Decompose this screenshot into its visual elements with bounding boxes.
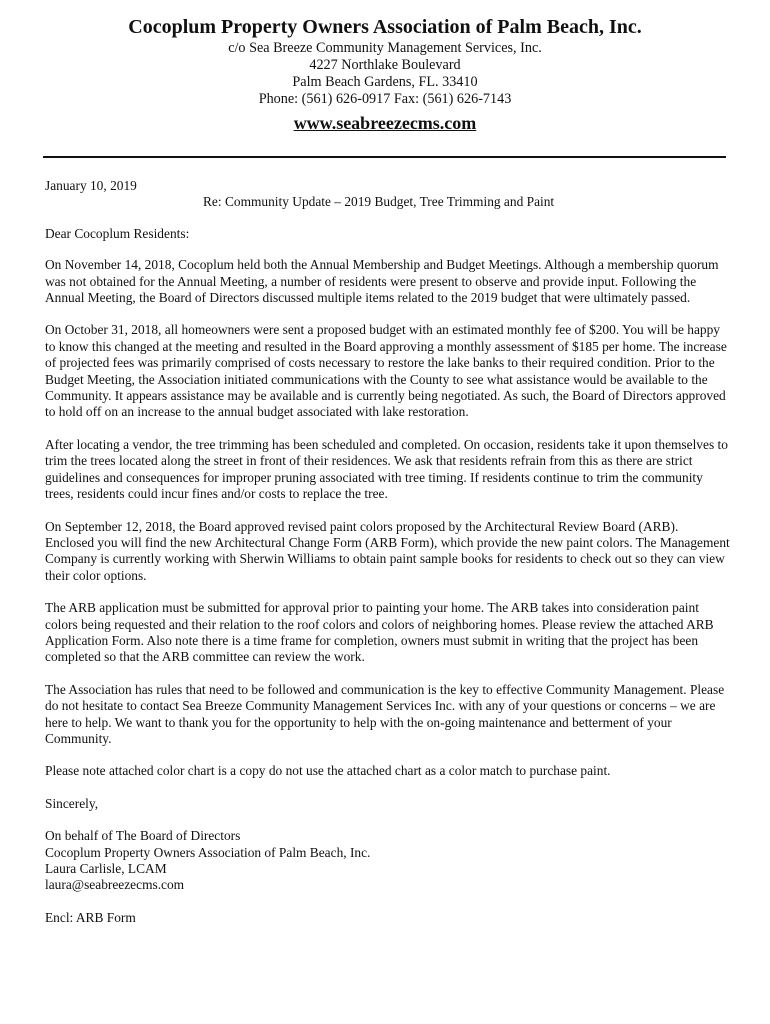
enclosure-note: Encl: ARB Form bbox=[45, 909, 136, 925]
signature-on-behalf: On behalf of The Board of Directors bbox=[45, 828, 241, 844]
subject-line: Re: Community Update – 2019 Budget, Tree Trimming and Paint bbox=[203, 194, 555, 210]
signature-organization: Cocoplum Property Owners Association of Palm Beach, Inc. bbox=[45, 844, 371, 860]
closing: Sincerely, bbox=[45, 795, 99, 811]
paragraph-arb-application: The ARB application must be submitted for approval prior to painting your home. The ARB takes into consideration paint colors being requested and their relation to the roof colors and colors of neighboring homes. Please review the attached ARB Application Form. Also note there is a time frame for completion, owners must submit in writing that the project has been completed so that the ARB committee can review the work. bbox=[45, 600, 714, 665]
paragraph-meetings: On November 14, 2018, Cocoplum held both the Annual Membership and Budget Meetings. Although a membership quorum was not obtained for the Annual Meeting, a number of residents were present to observe and provide input. Following the Annual Meeting, the Board of Directors discussed multiple items related to the 2019 budget that were ultimately passed. bbox=[45, 257, 719, 306]
paragraph-rules: The Association has rules that need to be followed and communication is the key to effective Community Management. Please do not hesitate to contact Sea Breeze Community Management Services Inc. with any of your questions or concerns – we are here to help. We want to thank you for the opportunity to help with the on-going maintenance and betterment of your Community. bbox=[45, 681, 725, 746]
street-address: 4227 Northlake Boulevard bbox=[309, 57, 461, 73]
paragraph-color-chart-note: Please note attached color chart is a copy do not use the attached chart as a color match to purchase paint. bbox=[45, 763, 611, 779]
phone-fax-line: Phone: (561) 626-0917 Fax: (561) 626-7143 bbox=[258, 91, 512, 107]
care-of-line: c/o Sea Breeze Community Management Services, Inc. bbox=[228, 40, 542, 56]
organization-name: Cocoplum Property Owners Association of Palm Beach, Inc. bbox=[128, 16, 642, 38]
paragraph-paint-colors: On September 12, 2018, the Board approved revised paint colors proposed by the Architectural Review Board (ARB). Enclosed you will find the new Architectural Change Form (ARB Form), which provide the new paint colors. The Management Company is currently working with Sherwin Williams to obtain paint sample books for residents to check out so they can view their color options. bbox=[45, 518, 730, 583]
salutation: Dear Cocoplum Residents: bbox=[45, 225, 190, 241]
signature-name: Laura Carlisle, LCAM bbox=[45, 861, 167, 876]
signature-email[interactable]: laura@seabreezecms.com bbox=[45, 877, 185, 893]
letter-date: January 10, 2019 bbox=[45, 178, 137, 193]
city-state-zip: Palm Beach Gardens, FL. 33410 bbox=[292, 74, 478, 90]
website-link[interactable]: www.seabreezecms.com bbox=[293, 113, 477, 133]
paragraph-budget: On October 31, 2018, all homeowners were sent a proposed budget with an estimated monthly fee of $200. You will be happy to know this changed at the meeting and resulted in the Board approving a monthly assessment of $185 per home. The increase of projected fees was primarily comprised of costs necessary to restore the lake banks to their required condition. Prior to the Budget Meeting, the Association initiated communications with the County to see what assistance would be available to the Community. It appears assistance may be available and is currently being negotiated. As such, the Board of Directors approved to hold off on an increase to the annual budget associated with lake restoration. bbox=[45, 322, 727, 420]
signature-block bbox=[45, 828, 730, 894]
letterhead-divider bbox=[43, 156, 726, 158]
letterhead bbox=[0, 14, 770, 135]
paragraph-tree-trimming: After locating a vendor, the tree trimming has been scheduled and completed. On occasion, residents take it upon themselves to trim the trees located along the street in front of their residences. We ask that residents refrain from this as there are strict guidelines and consequences for improper pruning associated with tree timing. If residents continue to trim the community trees, residents could incur fines and/or costs to replace the tree. bbox=[45, 436, 728, 502]
letter-body bbox=[45, 178, 730, 926]
